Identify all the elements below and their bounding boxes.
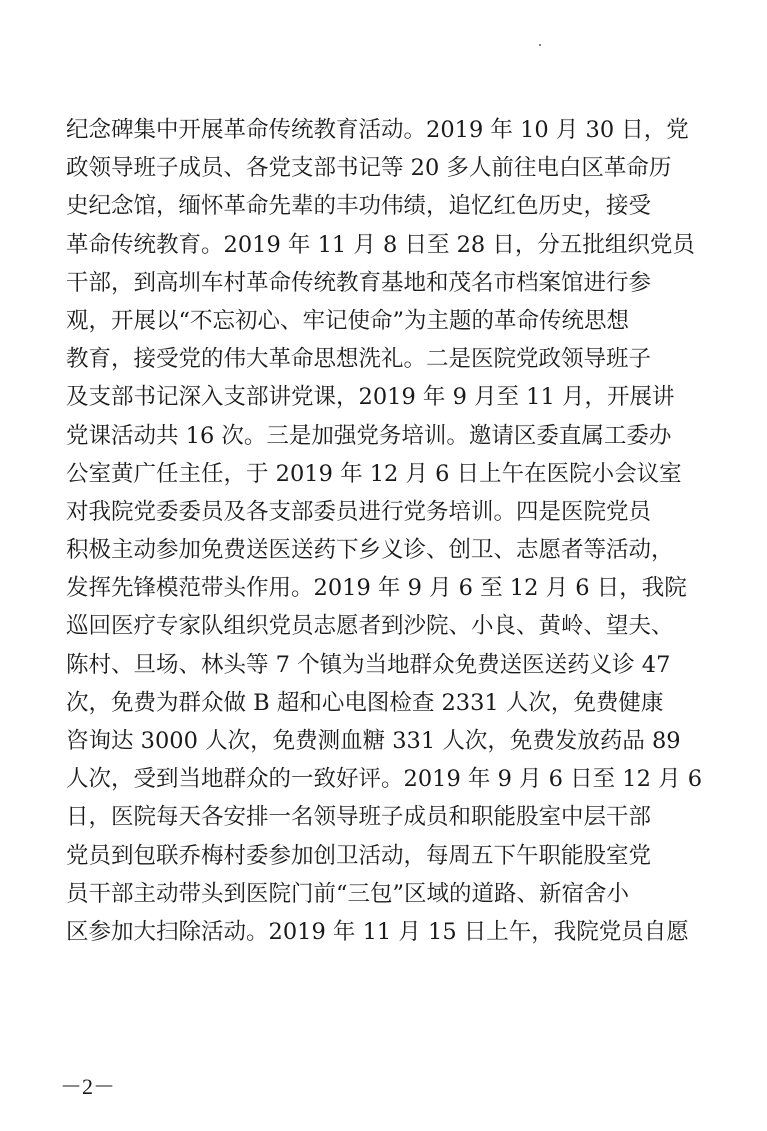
text-line: 及支部书记深入支部讲党课，2019 年 9 月至 11 月，开展讲 — [66, 384, 675, 411]
text-line: 教育，接受党的伟大革命思想洗礼。二是医院党政领导班子 — [66, 346, 652, 373]
text-line: 发挥先锋模范带头作用。2019 年 9 月 6 至 12 月 6 日，我院 — [66, 575, 687, 602]
text-line: 公室黄广任主任，于 2019 年 12 月 6 日上午在医院小会议室 — [66, 460, 682, 487]
text-line: 陈村、旦场、林头等 7 个镇为当地群众免费送医送药义诊 47 — [66, 651, 671, 678]
text-line: 观，开展以“不忘初心、牢记使命”为主题的革命传统思想 — [66, 307, 630, 334]
page-number: －2－ — [60, 1074, 116, 1099]
text-line: 巡回医疗专家队组织党员志愿者到沙院、小良、黄岭、望夫、 — [66, 613, 674, 640]
text-line: 党课活动共 16 次。三是加强党务培训。邀请区委直属工委办 — [66, 422, 672, 449]
text-line: 咨询达 3000 人次，免费测血糖 331 人次，免费发放药品 89 — [66, 728, 681, 754]
text-line: 党员到包联乔梅村委参加创卫活动，每周五下午职能股室党 — [66, 842, 652, 869]
text-line: 区参加大扫除活动。2019 年 11 月 15 日上午，我院党员自愿 — [66, 918, 689, 945]
text-line: 次，免费为群众做 B 超和心电图检查 2331 人次，免费健康 — [66, 689, 664, 716]
scan-speck — [539, 44, 541, 46]
text-line: 纪念碑集中开展革命传统教育活动。2019 年 10 月 30 日，党 — [66, 117, 689, 143]
text-line: 人次，受到当地群众的一致好评。2019 年 9 月 6 日至 12 月 6 — [66, 766, 703, 793]
text-line: 员干部主动带头到医院门前“三包”区域的道路、新宿舍小 — [66, 880, 630, 907]
text-line: 史纪念馆，缅怀革命先辈的丰功伟绩，追忆红色历史，接受 — [66, 193, 652, 220]
text-line: 革命传统教育。2019 年 11 月 8 日至 28 日，分五批组织党员 — [66, 231, 695, 258]
text-line: 对我院党委委员及各支部委员进行党务培训。四是医院党员 — [66, 498, 652, 525]
text-line: 日，医院每天各安排一名领导班子成员和职能股室中层干部 — [66, 804, 652, 831]
body-text — [66, 111, 716, 951]
text-line: 干部，到高圳车村革命传统教育基地和茂名市档案馆进行参 — [66, 269, 652, 296]
text-line: 积极主动参加免费送医送药下乡义诊、创卫、志愿者等活动， — [66, 537, 674, 564]
text-line: 政领导班子成员、各党支部书记等 20 多人前往电白区革命历 — [66, 155, 672, 182]
